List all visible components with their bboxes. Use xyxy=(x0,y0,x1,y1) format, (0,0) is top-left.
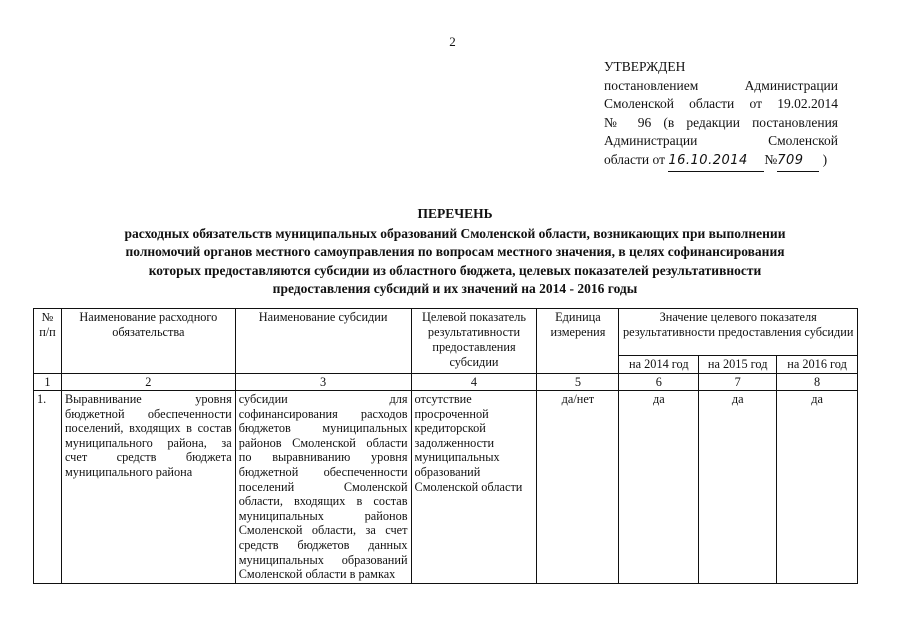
header-subsidy: Наименование субсидии xyxy=(235,309,411,374)
approval-heading: УТВЕРЖДЕН xyxy=(604,59,686,74)
row-subsidy: субсидии для софинансирования расходов бюджетов муниципальных районов Смоленской области по выравниванию уровня бюджетной обеспеченности поселений Смоленской области, входящих в состав муниципальных районов Смоленской области, за счет средств бюджетов данных муниципальных образований Смоленской области в рамках xyxy=(235,391,411,584)
column-number-row xyxy=(34,374,858,391)
column-number: 8 xyxy=(777,374,858,391)
subtitle-line-3: которых предоставляются субсидии из областного бюджета, целевых показателей результативности xyxy=(148,262,762,278)
column-number: 4 xyxy=(411,374,537,391)
page-number: 2 xyxy=(449,34,456,49)
column-number: 5 xyxy=(537,374,619,391)
document-title: ПЕРЕЧЕНЬ xyxy=(417,206,493,221)
subtitle-line-4: предоставления субсидий и их значений на 2014 - 2016 годы xyxy=(272,281,638,297)
obligations-table xyxy=(33,308,858,584)
approval-date-prefix: области от xyxy=(604,151,665,167)
approval-line-5 xyxy=(604,151,838,172)
approval-line-3: № 96 (в редакции постановления xyxy=(604,114,838,130)
header-unit: Единица измерения xyxy=(537,309,619,374)
header-num: № п/п xyxy=(34,309,62,374)
handwritten-number: 709 xyxy=(777,152,804,168)
column-number: 6 xyxy=(619,374,699,391)
approval-line-4: Администрации Смоленской xyxy=(604,133,838,149)
column-number: 7 xyxy=(699,374,777,391)
column-number: 3 xyxy=(235,374,411,391)
header-year-2015: на 2015 год xyxy=(699,356,777,374)
header-value-group: Значение целевого показателя результативности предоставления субсидии xyxy=(619,309,858,356)
column-number: 1 xyxy=(34,374,62,391)
row-indicator: отсутствие просроченной кредиторской задолженности муниципальных образований Смоленской области xyxy=(411,391,537,584)
approval-closing: ) xyxy=(822,151,828,167)
row-value-2016: да xyxy=(777,391,858,584)
approval-line-1: постановлением Администрации xyxy=(604,77,838,93)
document-subtitle xyxy=(60,225,850,299)
subtitle-line-1: расходных обязательств муниципальных образований Смоленской области, возникающих при выполнении xyxy=(124,226,786,241)
approval-line-2: Смоленской области от 19.02.2014 xyxy=(604,96,838,112)
header-obligation: Наименование расходного обязательства xyxy=(61,309,235,374)
header-year-2016: на 2016 год xyxy=(777,356,858,374)
subtitle-line-2: полномочий органов местного самоуправления по вопросам местного значения, в целях софинансирования xyxy=(125,244,785,260)
table-row xyxy=(34,391,858,584)
row-value-2014: да xyxy=(619,391,699,584)
header-indicator: Целевой показатель результативности предоставления субсидии xyxy=(411,309,537,374)
approval-number-prefix: № xyxy=(764,151,778,167)
header-year-2014: на 2014 год xyxy=(619,356,699,374)
row-unit: да/нет xyxy=(537,391,619,584)
row-value-2015: да xyxy=(699,391,777,584)
header-row xyxy=(34,309,858,356)
approval-stamp xyxy=(604,58,838,172)
row-obligation: Выравнивание уровня бюджетной обеспеченности поселений, входящих в состав муниципального района, за счет средств бюджета муниципального района xyxy=(61,391,235,584)
handwritten-date: 16.10.2014 xyxy=(668,152,748,168)
row-num: 1. xyxy=(34,391,62,584)
column-number: 2 xyxy=(61,374,235,391)
